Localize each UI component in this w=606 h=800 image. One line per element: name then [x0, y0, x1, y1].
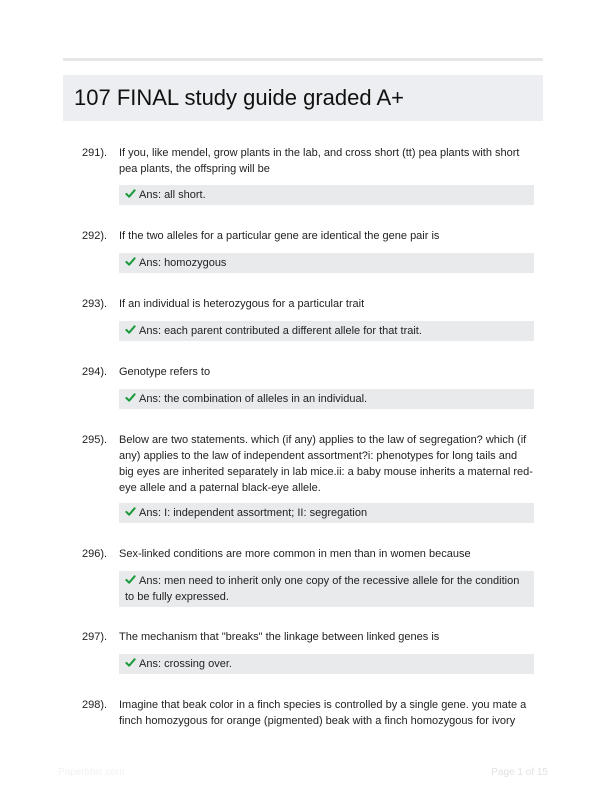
- question-text: Genotype refers to: [119, 366, 211, 378]
- question-text: Below are two statements. which (if any) applies to the law of segregation? which (if any) applies to the law of independent assortment?i: phenotypes for long tails and big eyes are inherited separately in lab mice.ii: a baby mouse inherits a maternal red-eye allele and a paternal black-eye allele.: [119, 434, 533, 494]
- question-text: Imagine that beak color in a finch species is controlled by a single gene. you mate a finch homozygous for orange (pigmented) beak with a finch homozygous for ivory: [119, 699, 527, 727]
- question-number: 296).: [82, 548, 108, 560]
- answer-box: [119, 571, 534, 607]
- answer-box: [119, 389, 534, 409]
- answer-text: Ans: each parent contributed a different allele for that trait.: [139, 325, 422, 337]
- question-number: 298).: [82, 699, 108, 711]
- answer-box: [119, 654, 534, 674]
- check-icon: [125, 506, 136, 517]
- question-text: If an individual is heterozygous for a particular trait: [119, 298, 365, 310]
- check-icon: [125, 657, 136, 668]
- answer-box: [119, 503, 534, 523]
- page-title: 107 FINAL study guide graded A+: [74, 85, 405, 110]
- check-icon: [125, 392, 136, 403]
- question-number: 292).: [82, 230, 108, 242]
- question-text: If the two alleles for a particular gene are identical the gene pair is: [119, 230, 440, 242]
- answer-box: [119, 321, 534, 341]
- answer-text: Ans: the combination of alleles in an individual.: [139, 393, 368, 405]
- question-text: If you, like mendel, grow plants in the lab, and cross short (tt) pea plants with short pea plants, the offspring will be: [119, 147, 520, 175]
- question-number: 297).: [82, 631, 108, 643]
- question-number: 291).: [82, 147, 108, 159]
- check-icon: [125, 256, 136, 267]
- check-icon: [125, 188, 136, 199]
- question-text: Sex-linked conditions are more common in men than in women because: [119, 548, 471, 560]
- question-text: The mechanism that "breaks" the linkage between linked genes is: [119, 631, 440, 643]
- top-rule: [63, 58, 543, 61]
- question-number: 295).: [82, 434, 108, 446]
- answer-box: [119, 253, 534, 273]
- check-icon: [125, 324, 136, 335]
- check-icon: [125, 574, 136, 585]
- title-bar: [63, 75, 543, 121]
- answer-text: Ans: crossing over.: [139, 658, 232, 670]
- answer-text: Ans: I: independent assortment; II: segregation: [139, 507, 368, 519]
- question-number: 293).: [82, 298, 108, 310]
- answer-text: Ans: all short.: [139, 189, 206, 201]
- footer-site: Paperbbic.com: [58, 767, 125, 778]
- answer-text: Ans: men need to inherit only one copy of the recessive allele for the condition to be fully expressed.: [125, 575, 520, 603]
- question-number: 294).: [82, 366, 108, 378]
- answer-text: Ans: homozygous: [139, 257, 227, 269]
- answer-box: [119, 185, 534, 205]
- page-indicator: Page 1 of 15: [491, 767, 548, 778]
